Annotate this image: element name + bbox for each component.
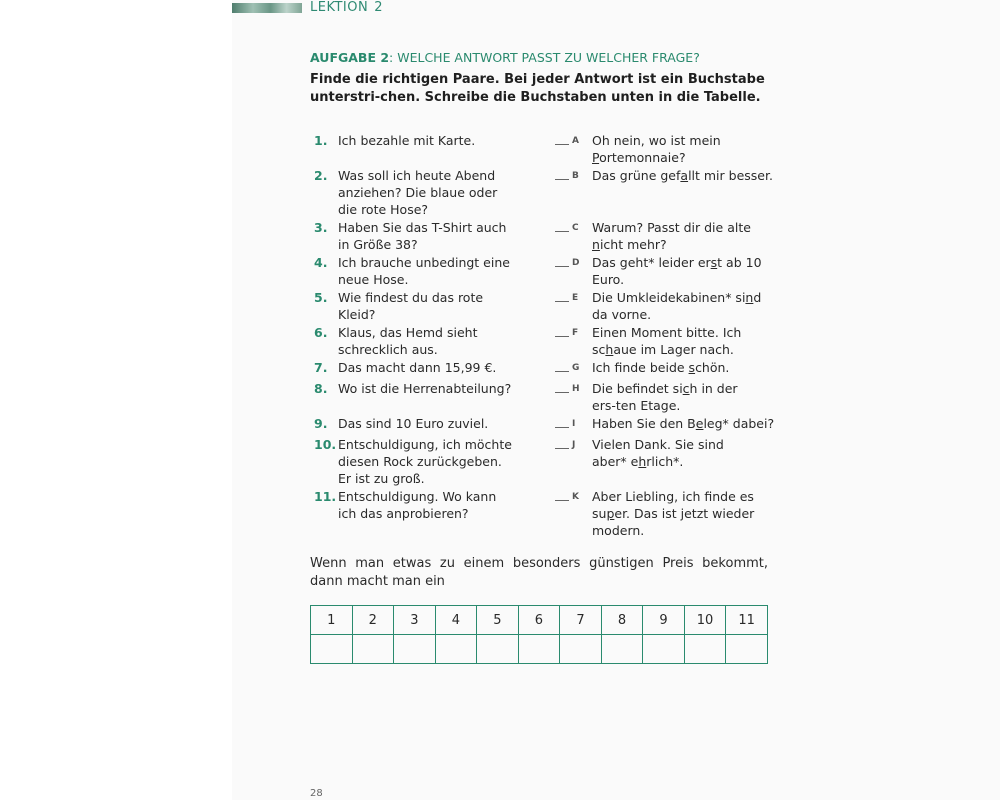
answer-text-part: Einen Moment bitte. Ich sc — [592, 325, 742, 357]
underlined-letter: s — [710, 255, 718, 270]
answer-text — [592, 380, 760, 414]
answer-letter: B — [572, 171, 579, 181]
question-number: 8. — [314, 381, 328, 396]
header-decor-band — [232, 3, 302, 13]
answer-blank[interactable] — [555, 436, 569, 449]
answer-blank[interactable] — [555, 219, 569, 232]
answer-letter: H — [572, 384, 580, 394]
underlined-letter: P — [592, 150, 600, 165]
question-number: 3. — [314, 220, 328, 235]
answer-text-part: ortemonnaie? — [599, 150, 686, 165]
answer-table-header-cell: 2 — [352, 606, 394, 635]
task-title-rest: : WELCHE ANTWORT PASST ZU WELCHER FRAGE? — [389, 50, 700, 65]
answer-table-header-cell: 8 — [601, 606, 643, 635]
answer-table-header-cell: 7 — [560, 606, 602, 635]
question-text: Entschuldigung. Wo kann ich das anprobieren? — [338, 489, 497, 521]
answer-letter: D — [572, 258, 580, 268]
answer-text-part: Das grüne gef — [592, 168, 681, 183]
answer-table-header-cell: 4 — [435, 606, 477, 635]
question-text: Ich brauche unbedingt eine neue Hose. — [338, 255, 510, 287]
answer-letter: A — [572, 136, 579, 146]
question-number: 5. — [314, 290, 328, 305]
answer-table-input-cell[interactable] — [601, 635, 643, 664]
underlined-letter: c — [682, 381, 690, 396]
answer-blank[interactable] — [555, 254, 569, 267]
question-text: Was soll ich heute Abend anziehen? Die blaue oder die rote Hose? — [338, 168, 498, 217]
answer-table-header-row — [311, 606, 768, 635]
answer-table-input-cell[interactable] — [311, 635, 353, 664]
underlined-letter: h — [605, 342, 614, 357]
answer-text — [592, 289, 764, 323]
question-number: 4. — [314, 255, 328, 270]
answer-text — [592, 324, 754, 358]
answer-table — [310, 605, 768, 664]
answer-text — [592, 488, 757, 539]
answer-text-part: Aber Liebling, ich finde es su — [592, 489, 754, 521]
answer-blank[interactable] — [555, 380, 569, 393]
question-text: Haben Sie das T-Shirt auch in Größe 38? — [338, 220, 507, 252]
answer-table-input-cell[interactable] — [643, 635, 685, 664]
answer-text-part: leg* dabei? — [703, 416, 775, 431]
answer-blank[interactable] — [555, 289, 569, 302]
answer-text — [592, 254, 762, 288]
question-text: Wo ist die Herrenabteilung? — [338, 381, 512, 396]
answer-text — [592, 359, 772, 376]
answer-table-input-cell[interactable] — [726, 635, 768, 664]
question-text: Das macht dann 15,99 €. — [338, 360, 497, 375]
question-number: 10. — [314, 437, 337, 452]
answer-text-part: Die befindet si — [592, 381, 683, 396]
answer-blank[interactable] — [555, 324, 569, 337]
answer-letter: I — [572, 419, 576, 429]
underlined-letter: s — [688, 360, 696, 375]
task-title-bold: AUFGABE 2 — [310, 50, 390, 65]
answer-text-part: t ab 10 Euro. — [592, 255, 762, 287]
answer-letter: E — [572, 293, 579, 303]
answer-letter: J — [572, 440, 576, 450]
underlined-letter: p — [606, 506, 615, 521]
answer-text-part: Haben Sie den B — [592, 416, 696, 431]
question-number: 11. — [314, 489, 337, 504]
question-number: 9. — [314, 416, 328, 431]
answer-text-part: rlich*. — [646, 454, 684, 469]
answer-text — [592, 415, 802, 432]
answer-letter: F — [572, 328, 579, 338]
question-number: 6. — [314, 325, 328, 340]
answer-table-input-cell[interactable] — [560, 635, 602, 664]
answer-letter: C — [572, 223, 579, 233]
answer-letter: K — [572, 492, 579, 502]
answer-text-part: llt mir besser. — [688, 168, 773, 183]
answer-text-part: aue im Lager nach. — [613, 342, 734, 357]
answer-table-input-cell[interactable] — [435, 635, 477, 664]
answer-blank[interactable] — [555, 359, 569, 372]
page-number: 28 — [310, 788, 323, 799]
answer-text — [592, 219, 772, 253]
question-number: 1. — [314, 133, 328, 148]
answer-table-input-cell[interactable] — [394, 635, 436, 664]
answer-blank[interactable] — [555, 488, 569, 501]
answer-table-header-cell: 11 — [726, 606, 768, 635]
answer-text-part: Das geht* leider er — [592, 255, 711, 270]
answer-letter: G — [572, 363, 580, 373]
answer-text — [592, 436, 762, 470]
answer-table-input-row — [311, 635, 768, 664]
question-text: Das sind 10 Euro zuviel. — [338, 416, 489, 431]
task-instructions: Finde die richtigen Paare. Bei jeder Antwort ist ein Buchstabe unterstri-chen. Schreibe die Buchstaben unten in die Tabelle. — [310, 72, 765, 105]
answer-blank[interactable] — [555, 132, 569, 145]
answer-table-input-cell[interactable] — [684, 635, 726, 664]
answer-text-part: Die Umkleidekabinen* si — [592, 290, 746, 305]
answer-table-input-cell[interactable] — [352, 635, 394, 664]
answer-text-part: Vielen Dank. Sie sind aber* e — [592, 437, 724, 469]
answer-blank[interactable] — [555, 415, 569, 428]
underlined-letter: n — [745, 290, 754, 305]
answer-text-part: chön. — [695, 360, 730, 375]
answer-table-input-cell[interactable] — [518, 635, 560, 664]
underlined-letter: e — [695, 416, 704, 431]
question-text: Entschuldigung, ich möchte diesen Rock zurückgeben. Er ist zu groß. — [338, 437, 512, 486]
answer-table-header-cell: 9 — [643, 606, 685, 635]
answer-text-part: h in der ers-ten Etage. — [592, 381, 738, 413]
underlined-letter: a — [680, 168, 689, 183]
task-title — [310, 50, 700, 65]
answer-table-header-cell: 10 — [684, 606, 726, 635]
answer-table-input-cell[interactable] — [477, 635, 519, 664]
answer-text-part: d da vorne. — [592, 290, 762, 322]
answer-text — [592, 167, 792, 184]
answer-table-header-cell: 5 — [477, 606, 519, 635]
lesson-label — [310, 0, 383, 15]
lesson-number: 2 — [374, 0, 383, 15]
underlined-letter: n — [592, 237, 600, 252]
question-number: 7. — [314, 360, 328, 375]
question-number: 2. — [314, 168, 328, 183]
question-text: Ich bezahle mit Karte. — [338, 133, 476, 148]
answer-table-header-cell: 3 — [394, 606, 436, 635]
answer-table-header-cell: 6 — [518, 606, 560, 635]
lesson-label-text: LEKTION — [310, 0, 369, 15]
answer-text-part: icht mehr? — [599, 237, 667, 252]
underlined-letter: h — [638, 454, 647, 469]
answer-blank[interactable] — [555, 167, 569, 180]
answer-text — [592, 132, 772, 166]
answer-text-part: Oh nein, wo ist mein — [592, 133, 721, 148]
question-text: Klaus, das Hemd sieht schrecklich aus. — [338, 325, 478, 357]
question-text: Wie findest du das rote Kleid? — [338, 290, 484, 322]
summary-sentence: Wenn man etwas zu einem besonders günstigen Preis bekommt, dann macht man ein — [310, 556, 768, 589]
answer-text-part: er. Das ist jetzt wieder modern. — [592, 506, 755, 538]
answer-text-part: Warum? Passt dir die alte — [592, 220, 751, 235]
answer-text-part: Ich finde beide — [592, 360, 689, 375]
answer-table-header-cell: 1 — [311, 606, 353, 635]
